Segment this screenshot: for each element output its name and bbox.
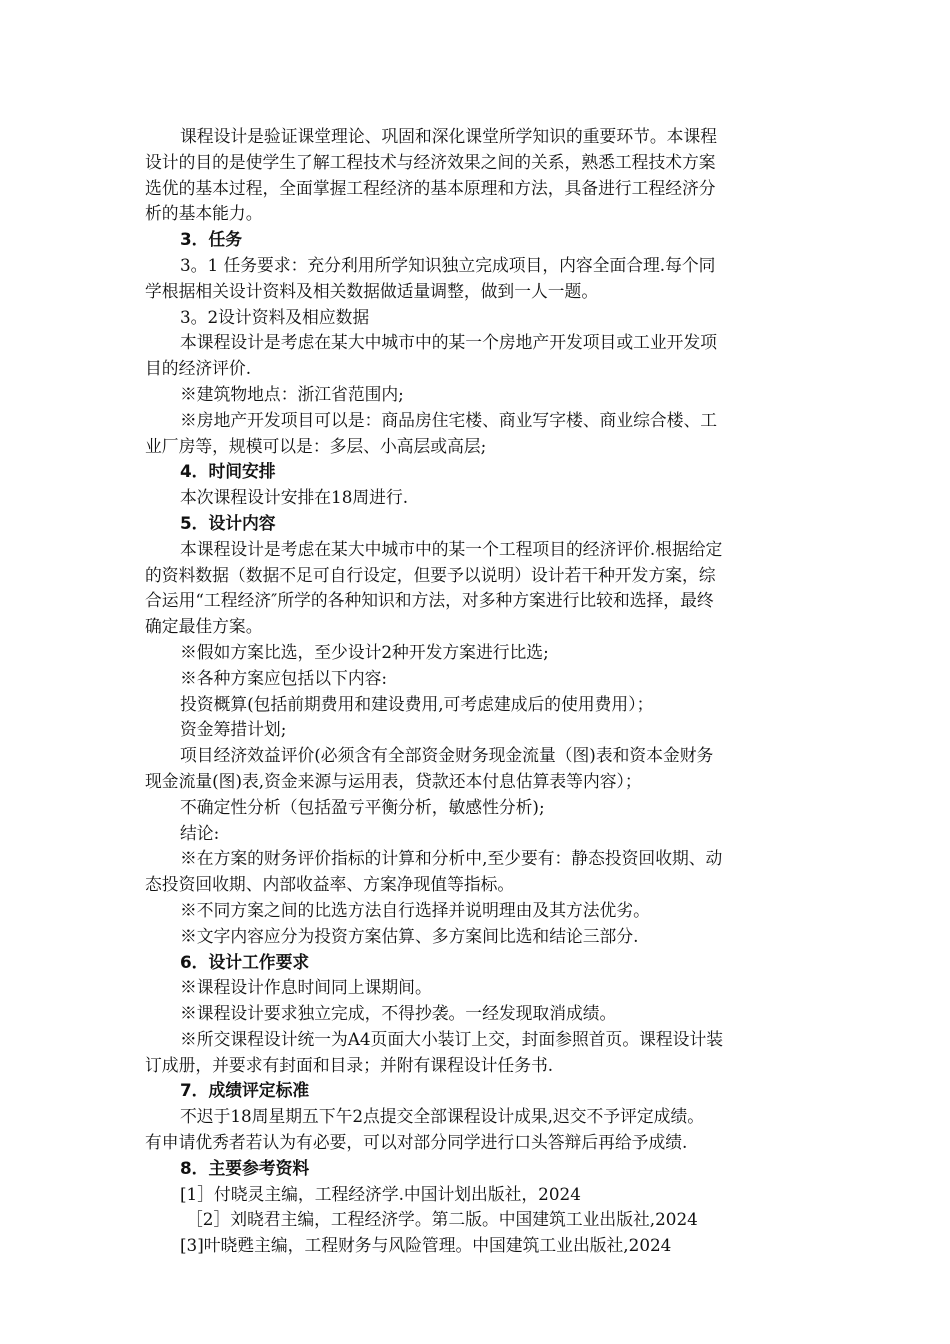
paragraph-first-line: 本课程设计是考虑在某大中城市中的某一个工程项目的经济评价.根据给定 bbox=[180, 538, 723, 559]
section-heading: 5．设计内容 bbox=[180, 512, 276, 533]
paragraph-line: 态投资回收期、内部收益率、方案净现值等指标。 bbox=[145, 874, 515, 895]
paragraph-first-line: 本课程设计是考虑在某大中城市中的某一个房地产开发项目或工业开发项 bbox=[180, 332, 718, 353]
paragraph-line: 选优的基本过程，全面掌握工程经济的基本原理和方法，具备进行工程经济分 bbox=[145, 177, 716, 198]
paragraph-line: 有申请优秀者若认为有必要，可以对部分同学进行口头答辩后再给予成绩. bbox=[145, 1132, 688, 1153]
section-heading: 4．时间安排 bbox=[180, 461, 276, 482]
paragraph-first-line: ※课程设计要求独立完成，不得抄袭。一经发现取消成绩。 bbox=[180, 1003, 617, 1024]
paragraph-first-line: 3。2设计资料及相应数据 bbox=[180, 306, 370, 327]
paragraph-first-line: 项目经济效益评价(必须含有全部资金财务现金流量（图)表和资本金财务 bbox=[180, 745, 714, 766]
paragraph-first-line: ※文字内容应分为投资方案估算、多方案间比选和结论三部分. bbox=[180, 925, 639, 946]
paragraph-line: 现金流量(图)表,资金来源与运用表，贷款还本付息估算表等内容）； bbox=[145, 770, 642, 791]
paragraph-first-line: 不迟于18周星期五下午2点提交全部课程设计成果,迟交不予评定成绩。 bbox=[180, 1106, 705, 1127]
paragraph-first-line: 资金筹措计划; bbox=[180, 719, 287, 740]
paragraph-line: 目的经济评价. bbox=[145, 358, 252, 379]
section-heading: 8．主要参考资料 bbox=[180, 1157, 310, 1178]
paragraph-first-line: ※不同方案之间的比选方法自行选择并说明理由及其方法优劣。 bbox=[180, 899, 650, 920]
paragraph-line: 业厂房等，规模可以是：多层、小高层或高层; bbox=[145, 435, 487, 456]
document-body bbox=[145, 124, 817, 1259]
paragraph-first-line: ※所交课程设计统一为A4页面大小装订上交，封面参照首页。课程设计装 bbox=[180, 1028, 724, 1049]
section-heading: 7．成绩评定标准 bbox=[180, 1080, 310, 1101]
paragraph-first-line: 不确定性分析（包括盈亏平衡分析，敏感性分析); bbox=[180, 796, 545, 817]
paragraph-first-line: [1］付晓灵主编，工程经济学.中国计划出版社，2024 bbox=[180, 1183, 581, 1204]
paragraph-first-line: 结论: bbox=[180, 822, 220, 843]
paragraph-first-line: ※建筑物地点：浙江省范围内; bbox=[180, 383, 404, 404]
paragraph-first-line: ※假如方案比选，至少设计2种开发方案进行比选; bbox=[180, 641, 549, 662]
paragraph-line: 析的基本能力。 bbox=[145, 203, 263, 224]
paragraph-first-line: [3]叶晓甦主编，工程财务与风险管理。中国建筑工业出版社,2024 bbox=[180, 1235, 672, 1256]
paragraph-line: 学根据相关设计资料及相关数据做适量调整，做到一人一题。 bbox=[145, 280, 599, 301]
paragraph-first-line: ※各种方案应包括以下内容: bbox=[180, 667, 388, 688]
paragraph-first-line: 3。1 任务要求：充分利用所学知识独立完成项目，内容全面合理.每个同 bbox=[180, 254, 716, 275]
paragraph-line: 确定最佳方案。 bbox=[145, 616, 263, 637]
paragraph-line: 订成册，并要求有封面和目录；并附有课程设计任务书. bbox=[145, 1054, 554, 1075]
paragraph-first-line: 本次课程设计安排在18周进行. bbox=[180, 487, 409, 508]
section-heading: 6．设计工作要求 bbox=[180, 951, 310, 972]
paragraph-first-line: 课程设计是验证课堂理论、巩固和深化课堂所学知识的重要环节。本课程 bbox=[180, 126, 718, 146]
paragraph-first-line: ※在方案的财务评价指标的计算和分析中,至少要有：静态投资回收期、动 bbox=[180, 848, 723, 869]
paragraph-first-line: ［2］刘晓君主编，工程经济学。第二版。中国建筑工业出版社,2024 bbox=[186, 1209, 698, 1230]
paragraph-line: 设计的目的是使学生了解工程技术与经济效果之间的关系，熟悉工程技术方案 bbox=[145, 151, 716, 172]
paragraph-line: 合运用“工程经济″所学的各种知识和方法，对多种方案进行比较和选择，最终 bbox=[145, 590, 714, 611]
section-heading: 3．任务 bbox=[180, 229, 243, 250]
paragraph-line: 的资料数据（数据不足可自行设定，但要予以说明）设计若干种开发方案，综 bbox=[145, 564, 716, 585]
paragraph-first-line: ※课程设计作息时间同上课期间。 bbox=[180, 977, 432, 998]
paragraph-first-line: 投资概算(包括前期费用和建设费用,可考虑建成后的使用费用）； bbox=[180, 693, 654, 714]
paragraph-first-line: ※房地产开发项目可以是：商品房住宅楼、商业写字楼、商业综合楼、工 bbox=[180, 409, 718, 430]
